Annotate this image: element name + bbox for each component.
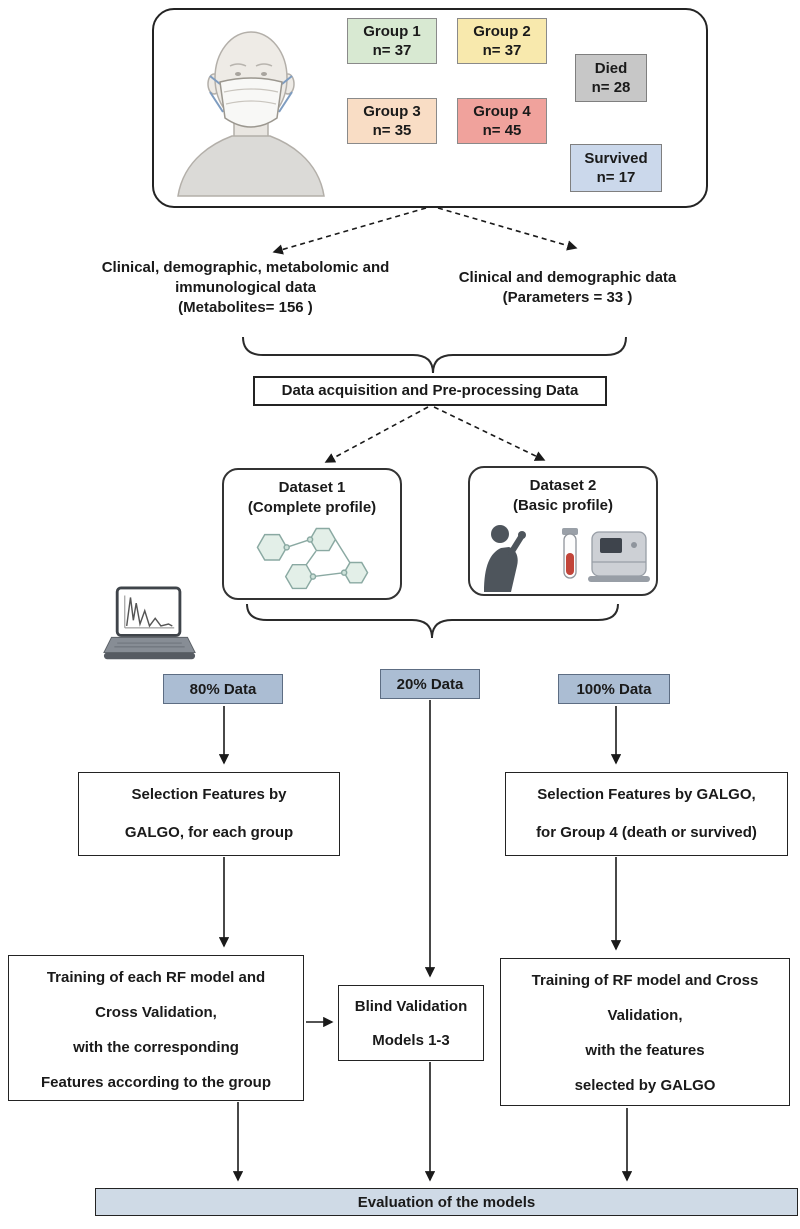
text-line: immunological data: [175, 279, 316, 296]
outcome-box-survived: [570, 144, 662, 192]
training-box-left: [8, 955, 304, 1101]
text-line: with the corresponding: [73, 1039, 239, 1056]
group-n: n= 37: [482, 42, 522, 59]
group-box-1: [347, 18, 437, 64]
group-box-3: [347, 98, 437, 144]
text-line: Clinical, demographic, metabolomic and: [101, 259, 390, 276]
text-line: Training of RF model and Cross: [531, 972, 759, 989]
masked-person-illustration: [166, 20, 336, 198]
text-line: for Group 4 (death or survived): [536, 824, 757, 841]
text-line: Features according to the group: [40, 1074, 272, 1091]
branch-text-left: [88, 258, 403, 318]
text-line: Training of each RF model and: [46, 969, 266, 986]
text-line: Models 1-3: [372, 1032, 450, 1049]
text-line: (Metabolites= 156 ): [178, 299, 313, 316]
outcome-box-died: [575, 54, 647, 102]
training-box-right: [500, 958, 790, 1106]
laptop-chart-icon: [102, 585, 197, 665]
text-line: with the features: [585, 1042, 705, 1059]
group-n: n= 45: [482, 122, 522, 139]
blind-validation-box: [338, 985, 484, 1061]
dataset-title: Dataset 2: [529, 477, 597, 494]
branch-text-right: [430, 268, 705, 308]
group-label: Group 4: [473, 103, 531, 120]
preprocessing-box: Data acquisition and Pre-processing Data: [253, 376, 607, 406]
dataset1-box: [222, 468, 402, 600]
text-line: Selection Features by: [131, 786, 287, 803]
dataset-subtitle: (Complete profile): [247, 499, 377, 516]
group-label: Group 1: [363, 23, 421, 40]
text-line: Clinical and demographic data: [458, 269, 677, 286]
selection-box-right: [505, 772, 788, 856]
group-box-2: [457, 18, 547, 64]
outcome-n: n= 28: [591, 79, 631, 96]
split-box-80: 80% Data: [163, 674, 283, 704]
group-n: n= 37: [372, 42, 412, 59]
group-label: Group 3: [363, 103, 421, 120]
text-line: Blind Validation: [354, 998, 468, 1015]
group-label: Group 2: [473, 23, 531, 40]
molecule-icon: [237, 522, 387, 598]
split-box-100: 100% Data: [558, 674, 670, 704]
brace-bottom: [247, 604, 618, 638]
text-line: Validation,: [607, 1007, 683, 1024]
outcome-n: n= 17: [596, 169, 636, 186]
split-box-20: 20% Data: [380, 669, 480, 699]
text-line: GALGO, for each group: [124, 824, 294, 841]
group-n: n= 35: [372, 122, 412, 139]
cohort-panel: [152, 8, 708, 208]
brace-top: [243, 337, 626, 373]
dataset-title: Dataset 1: [278, 479, 346, 496]
text-line: Selection Features by GALGO,: [537, 786, 756, 803]
text-line: (Parameters = 33 ): [502, 289, 633, 306]
outcome-label: Survived: [584, 150, 648, 167]
text-line: Cross Validation,: [95, 1004, 217, 1021]
patient-sample-analyzer-illustration: [476, 520, 651, 592]
outcome-label: Died: [594, 60, 628, 77]
dataset2-box: [468, 466, 658, 596]
evaluation-bar: Evaluation of the models: [95, 1188, 798, 1216]
group-box-4: [457, 98, 547, 144]
dataset-subtitle: (Basic profile): [512, 497, 614, 514]
dashed-arrows: [274, 208, 576, 462]
selection-box-left: [78, 772, 340, 856]
text-line: selected by GALGO: [574, 1077, 716, 1094]
